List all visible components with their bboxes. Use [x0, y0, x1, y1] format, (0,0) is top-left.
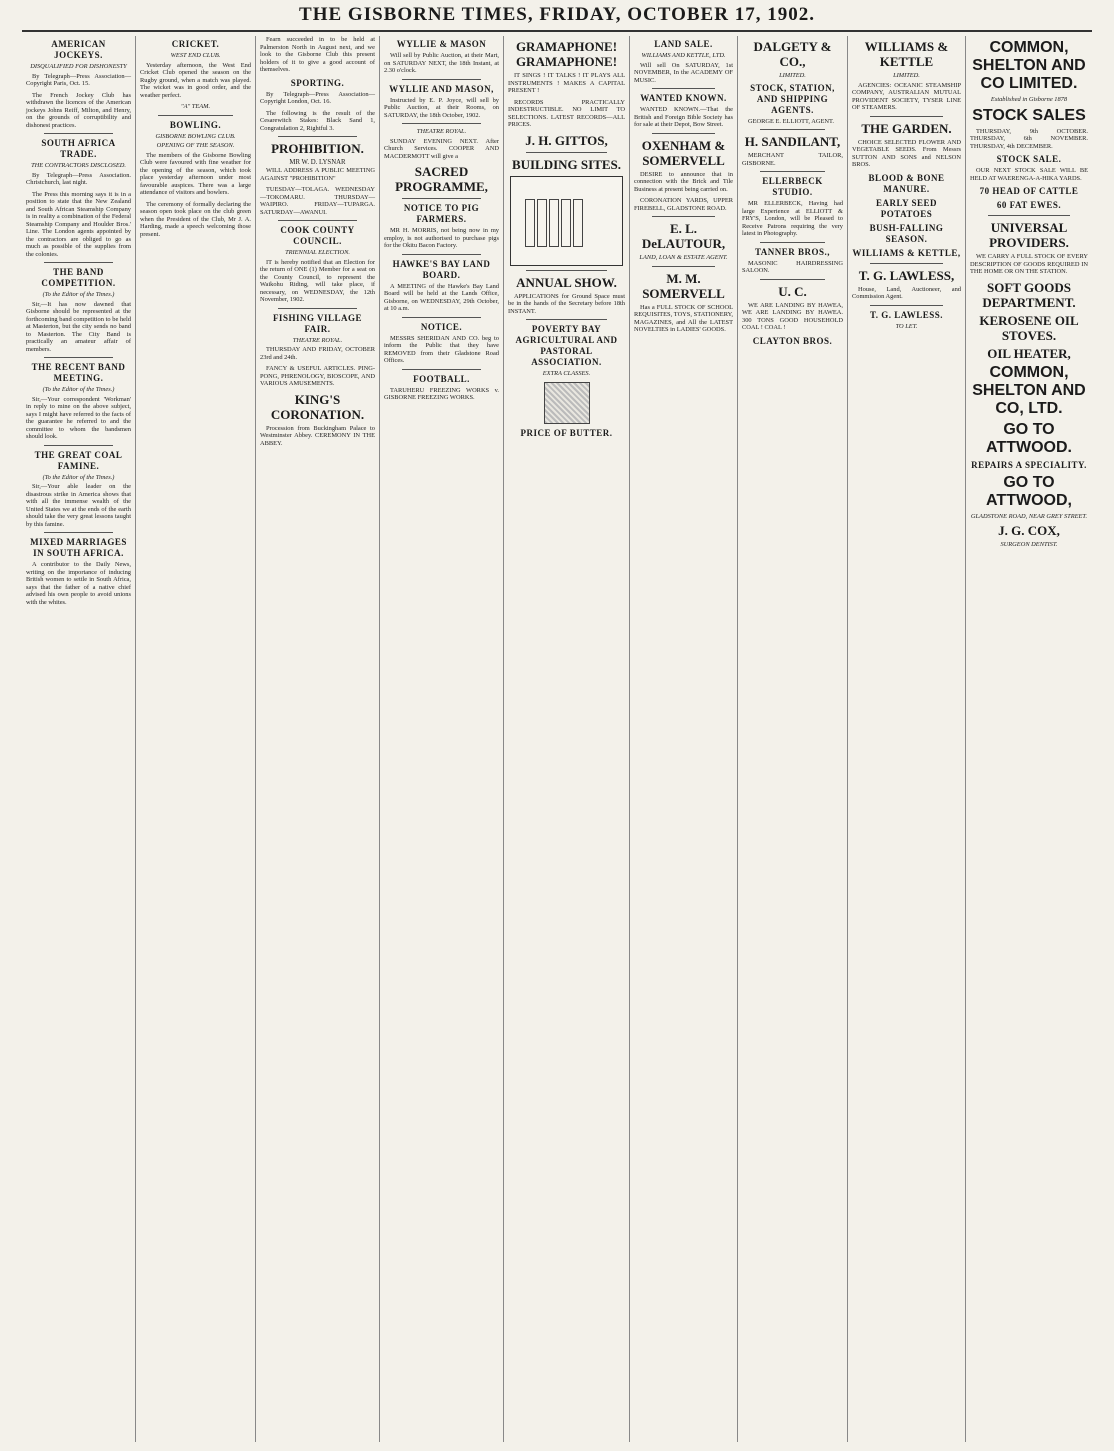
- ad-title: COMMON, SHELTON AND CO LIMITED.: [972, 39, 1086, 92]
- byline: By Telegraph—Press Association—Copyright London, Oct. 16.: [260, 90, 375, 105]
- ad-title: WILLIAMS & KETTLE: [864, 39, 949, 69]
- ad-highlight: 60 FAT EWES.: [996, 200, 1062, 210]
- article-title: MIXED MARRIAGES IN SOUTH AFRICA.: [30, 537, 127, 558]
- lot: [561, 199, 571, 247]
- ad-title: ELLERBECK STUDIO.: [762, 176, 823, 197]
- lot: [573, 199, 583, 247]
- divider: [402, 254, 481, 255]
- ad-body: MASONIC HAIRDRESSING SALOON.: [742, 259, 843, 274]
- notice-body: A MEETING of the Hawke's Bay Land Board will be held at the Lands Office, Gisborne, on WEDNESDAY, 29th October, at 10 a.m.: [384, 282, 499, 312]
- ad-title: WILLIAMS & KETTLE,: [852, 247, 961, 258]
- ad-title: T. G. LAWLESS.: [869, 309, 944, 320]
- divider: [652, 266, 715, 267]
- ad-title: T. G. LAWLESS,: [858, 267, 955, 283]
- column-7: [738, 36, 848, 1442]
- article-title: THE BAND COMPETITION.: [41, 267, 116, 288]
- divider: [870, 263, 943, 264]
- column-5: [504, 36, 630, 1442]
- byline: By Telegraph—Press Association—Copyright Paris, Oct. 15.: [26, 72, 131, 87]
- divider: [44, 445, 113, 446]
- article-body: Yesterday afternoon, the West End Cricket Club opened the season on the Rugby ground, when a match was played. The wicket was in good order, and the weather perfect.: [140, 61, 251, 99]
- ad-title: ANNUAL SHOW.: [516, 274, 617, 290]
- ad-title: THE GARDEN.: [861, 120, 952, 136]
- divider: [652, 133, 715, 134]
- notice-subtitle: TRIENNIAL ELECTION.: [285, 249, 350, 256]
- masthead: THE GISBORNE TIMES, FRIDAY, OCTOBER 17, 1902.: [299, 4, 815, 25]
- ad-subtitle: SURGEON DENTIST.: [1000, 541, 1058, 548]
- article-body: Sir,—Your correspondent 'Workman' in reply to mine on the above subject, says I might have referred to the facts of the guarantee he referred to and the committee to whom the bandsmen should look.: [26, 395, 131, 440]
- ad-title: FISHING VILLAGE FAIR.: [272, 312, 363, 334]
- column-4: [380, 36, 504, 1442]
- ad-subtitle: WILLIAMS AND KETTLE, LTD.: [641, 52, 726, 59]
- ad-name: MR W. D. LYSNAR: [289, 159, 346, 166]
- ad-places: TUESDAY—TOLAGA. WEDNESDAY—TOKOMARU. THURSDAY—WAIPIRO. FRIDAY—TUPARGA. SATURDAY—AWANUI.: [260, 186, 375, 216]
- article-body: The following is the result of the Cesarewitch Stakes: Black Sand 1, Congratulation 2, Rightful 3.: [260, 109, 375, 132]
- divider: [760, 129, 825, 130]
- ad-title: GO TO ATTWOOD.: [986, 420, 1072, 456]
- byline: By Telegraph—Press Association. Christchurch, last night.: [26, 171, 131, 186]
- ad-title: J. G. COX,: [998, 523, 1060, 538]
- ad-highlight: 70 HEAD OF CATTLE: [979, 186, 1079, 196]
- ad-body: BLOOD & BONE MANURE.: [868, 172, 945, 194]
- article-subtitle: (To the Editor of the Times.): [42, 386, 115, 393]
- ad-subtitle: EXTRA CLASSES.: [542, 370, 591, 377]
- ad-body: FANCY & USEFUL ARTICLES. PING-PONG, PHRENOLOGY, BIOSCOPE, AND VARIOUS AMUSEMENTS.: [260, 365, 375, 387]
- building-sites-plan: [510, 176, 623, 266]
- ad-title: PROHIBITION.: [271, 141, 364, 156]
- divider: [402, 198, 481, 199]
- lot: [537, 199, 547, 247]
- ad-title: GRAMAPHONE! GRAMAPHONE!: [515, 39, 618, 69]
- ad-title: SACRED PROGRAMME,: [395, 164, 488, 194]
- ad-body: Will sell by Public Auction, at their Mart, on SATURDAY NEXT, the 18th Instant, at 2.30 o'clock.: [384, 52, 499, 74]
- ad-subtitle: LAND, LOAN & ESTATE AGENT.: [639, 254, 728, 261]
- ad-title: FOOTBALL.: [413, 373, 470, 384]
- ad-title: POVERTY BAY AGRICULTURAL AND PASTORAL ASSOCIATION.: [515, 324, 618, 367]
- ad-body: APPLICATIONS for Ground Space must be in the hands of the Secretary before 18th INSTANT.: [508, 292, 625, 315]
- ad-subtitle: THEATRE ROYAL.: [292, 336, 343, 344]
- ad-body: WE ARE LANDING BY HAWEA, WE ARE LANDING BY HAWEA. 300 TONS GOOD HOUSEHOLD COAL ! COAL !: [742, 301, 843, 331]
- ad-title: OIL HEATER,: [987, 345, 1071, 361]
- divider: [278, 136, 357, 137]
- ad-title: WANTED KNOWN.: [640, 93, 727, 103]
- notice-title: NOTICE.: [420, 321, 463, 332]
- divider: [760, 242, 825, 243]
- divider: [988, 215, 1070, 216]
- ad-body: THURSDAY, 9th OCTOBER. THURSDAY, 6th NOVEMBER. THURSDAY, 4th DECEMBER.: [970, 127, 1088, 150]
- article-title: SPORTING.: [290, 77, 345, 88]
- notice-title: NOTICE TO PIG FARMERS.: [403, 203, 480, 224]
- ad-title: EARLY SEED POTATOES: [875, 197, 938, 219]
- article-body: Fearn succeeded in to be held at Palmerston North in August next, and we look to the Gisborne Club this present holders of it to give a good account of themselves.: [260, 36, 375, 73]
- ad-body: RECORDS PRACTICALLY INDESTRUCTIBLE. NO LIMIT TO SELECTIONS. LATEST RECORDS—ALL PRICES.: [508, 98, 625, 128]
- ad-subtitle: Established in Gisborne 1878: [990, 96, 1068, 103]
- ad-firm: J. H. GITTOS,: [525, 132, 608, 148]
- ad-body: DESIRE to announce that in connection with the Brick and Tile Business at present being carried on.: [634, 170, 733, 193]
- ad-body: SUNDAY EVENING NEXT. After Church Services. COOPER AND MACDERMOTT will give a: [384, 137, 499, 160]
- ad-title: H. SANDILANT,: [744, 134, 841, 149]
- ad-subtitle: LIMITED.: [893, 72, 920, 79]
- column-3: [256, 36, 380, 1442]
- ad-body: CORONATION YARDS, UPPER FIREBELL, GLADSTONE ROAD.: [634, 197, 733, 212]
- ad-body: Procession from Buckingham Palace to Westminster Abbey. CEREMONY IN THE ABBEY.: [260, 424, 375, 447]
- article-title: THE GREAT COAL FAMINE.: [34, 449, 123, 471]
- divider: [44, 357, 113, 358]
- ad-title: STOCK SALE.: [996, 154, 1062, 164]
- ad-title: U. C.: [778, 283, 807, 299]
- ad-subtitle: GLADSTONE ROAD, NEAR GREY STREET.: [970, 512, 1088, 520]
- notice-title: HAWKE'S BAY LAND BOARD.: [392, 258, 491, 280]
- ad-subtitle: TO LET.: [895, 322, 918, 330]
- divider: [402, 317, 481, 318]
- article-subtitle: WEST END CLUB.: [170, 52, 221, 59]
- ad-title: REPAIRS A SPECIALITY.: [971, 459, 1087, 470]
- divider: [278, 308, 357, 309]
- divider: [870, 116, 943, 117]
- notice-title: COOK COUNTY COUNCIL.: [280, 225, 355, 246]
- divider: [44, 532, 113, 533]
- article-body: A contributor to the Daily News, writing on the importance of inducing British women to settle in South Africa, says that the father of a native chief advised his own people to avoid unions with the whites.: [26, 561, 131, 606]
- ad-body: GEORGE E. ELLIOTT, AGENT.: [748, 117, 835, 125]
- article-subtitle: DISQUALIFIED FOR DISHONESTY: [30, 63, 127, 70]
- ad-title: DALGETY & CO.,: [753, 39, 832, 69]
- article-body: Sir,—It has now dawned that Gisborne should be represented at the forthcoming band competition to be held at Masterton, but the city sends no band to Masterton. The City Band is practically an amateur affair of members.: [26, 300, 131, 353]
- column-9: [966, 36, 1092, 1442]
- ad-title: WYLLIE AND MASON,: [389, 83, 494, 94]
- ad-subtitle: THEATRE ROYAL.: [416, 128, 467, 135]
- ad-body: Has a FULL STOCK OF SCHOOL REQUISITES, TOYS, STATIONERY, MAGAZINES, and All the LATEST NOVELTIES in LADIES' GOODS.: [634, 303, 733, 333]
- column-2: [136, 36, 256, 1442]
- notice-body: MESSRS SHERIDAN AND CO. beg to inform the Public that they have REMOVED from their Gladstone Road Offices.: [384, 334, 499, 364]
- ad-body: STOCK, STATION, AND SHIPPING AGENTS.: [750, 82, 835, 115]
- notice-body: MR H. MORRIS, not being now in my employ, is not authorised to purchase pigs for the Okitu Bacon Factory.: [384, 227, 499, 249]
- ad-body: Instructed by E. P. Joyce, will sell by Public Auction, at their Rooms, on SATURDAY, the 18th October, 1902.: [384, 96, 499, 119]
- ad-title: PRICE OF BUTTER.: [520, 427, 613, 438]
- divider: [402, 123, 481, 124]
- column-6: [630, 36, 738, 1442]
- ad-body: MR ELLERBECK, Having had large Experience at ELLIOTT & FRY'S, London, will be Pleased to Receive Patrons requiring the very latest in Photography.: [742, 200, 843, 237]
- ad-title: TANNER BROS.,: [754, 246, 831, 257]
- divider: [760, 279, 825, 280]
- ad-title: STOCK SALES: [972, 106, 1086, 124]
- divider: [760, 171, 825, 172]
- article-body: The ceremony of formally declaring the season open took place on the club green when the President of the Club, Mr J. A. Harding, made a speech welcoming those present.: [140, 200, 251, 238]
- ad-body: IT SINGS ! IT TALKS ! IT PLAYS ALL INSTRUMENTS ! MAKES A CAPITAL PRESENT !: [508, 72, 625, 94]
- ad-title: COMMON, SHELTON AND CO, LTD.: [972, 363, 1086, 417]
- article-subtitle: THE CONTRACTORS DISCLOSED.: [31, 162, 126, 169]
- ad-title: M. M. SOMERVELL: [642, 270, 725, 301]
- article-body: Sir,—Your able leader on the disastrous strike in America shows that with all the immense wealth of the United States we at the ends of the earth should take the very great lessons taught by this famine.: [26, 483, 131, 528]
- divider: [402, 369, 481, 370]
- ad-body: CHOICE SELECTED FLOWER AND VEGETABLE SEEDS. From Messrs SUTTON AND SONS and NELSON BROS.: [852, 138, 961, 168]
- ad-title: KING'S CORONATION.: [270, 391, 365, 422]
- ad-title: UNIVERSAL PROVIDERS.: [989, 220, 1069, 250]
- ad-title: BUSH-FALLING SEASON.: [869, 222, 944, 244]
- notice-body: IT is hereby notified that an Election for the return of ONE (1) Member for a seat on the County Council, to represent the Waikohu Riding, will take place, if necessary, on WEDNESDAY, the 12th November, 1902.: [260, 258, 375, 303]
- lot: [549, 199, 559, 247]
- article-title: THE RECENT BAND MEETING.: [31, 362, 126, 383]
- divider: [526, 319, 607, 320]
- article-title: BOWLING.: [169, 119, 222, 130]
- article-title: SOUTH AFRICA TRADE.: [41, 138, 116, 159]
- column-8: [848, 36, 966, 1442]
- ad-body: THURSDAY AND FRIDAY, OCTOBER 23rd and 24th.: [260, 346, 375, 361]
- ad-firm: CLAYTON BROS.: [752, 335, 833, 346]
- ad-body: House, Land, Auctioneer, and Commission Agent.: [852, 285, 961, 300]
- article-subtitle: GISBORNE BOWLING CLUB.: [155, 132, 236, 140]
- divider: [870, 305, 943, 306]
- ad-title: OXENHAM & SOMERVELL: [641, 137, 726, 168]
- divider: [652, 88, 715, 89]
- column-1: [22, 36, 136, 1442]
- article-title: AMERICAN JOCKEYS.: [51, 39, 106, 60]
- lot: [525, 199, 535, 247]
- divider: [44, 133, 113, 134]
- divider: [158, 115, 233, 116]
- ad-body: WILL ADDRESS A PUBLIC MEETING AGAINST "PROHIBITION": [260, 167, 375, 182]
- ad-body: AGENCIES: OCEANIC STEAMSHIP COMPANY, AUSTRALIAN MUTUAL PROVIDENT SOCIETY, TYSER LINE OF STEAMERS.: [852, 81, 961, 111]
- ad-title: BUILDING SITES.: [511, 156, 622, 172]
- cart-illustration: [544, 382, 590, 424]
- article-body: The French Jockey Club has withdrawn the licences of the American jockeys Johns Reiff, Milton, and Henry, on the grounds of corruptibility and dishonest practices.: [26, 91, 131, 129]
- divider: [278, 220, 357, 221]
- ad-title: KEROSENE OIL STOVES.: [979, 312, 1079, 343]
- ad-title: SOFT GOODS DEPARTMENT.: [982, 279, 1076, 310]
- divider: [402, 79, 481, 80]
- ad-title: E. L. DeLAUTOUR,: [641, 221, 726, 251]
- ad-body: WE CARRY A FULL STOCK OF EVERY DESCRIPTION OF GOODS REQUIRED IN THE HOME OR ON THE STATION.: [970, 253, 1088, 275]
- divider: [526, 270, 607, 271]
- article-body: The members of the Gisborne Bowling Club were favoured with fine weather for the opening of the season, which took place yesterday afternoon under most favourable auspices. There was a large attendance of visitors and bowlers.: [140, 151, 251, 196]
- ad-subtitle: LIMITED.: [779, 72, 806, 79]
- divider: [652, 216, 715, 217]
- ad-body: MERCHANT TAILOR, GISBORNE.: [742, 152, 843, 167]
- article-subtitle: (To the Editor of the Times.): [42, 291, 115, 298]
- article-title: CRICKET.: [171, 39, 220, 49]
- article-subtitle: OPENING OF THE SEASON.: [156, 142, 235, 149]
- ad-body: OUR NEXT STOCK SALE WILL BE HELD AT WAERENGA-A-HIKA YARDS.: [970, 167, 1088, 182]
- ad-title: WYLLIE & MASON: [396, 39, 487, 49]
- article-body: The Press this morning says it is in a position to state that the New Zealand and South African Steamship Company is in reality a combination of the Federal Steamship Company and Houlder Bros.' Line. The London agents appointed by the contractors are obliged to go as much as possible of the supplies from the colonies.: [26, 190, 131, 258]
- ad-title: GO TO ATTWOOD,: [986, 473, 1072, 509]
- divider: [526, 152, 607, 153]
- article-subtitle: (To the Editor of the Times.): [42, 473, 115, 481]
- ad-title: LAND SALE.: [654, 39, 713, 49]
- ad-body: TARUHERU FREEZING WORKS v. GISBORNE FREEZING WORKS.: [384, 386, 499, 401]
- divider: [44, 262, 113, 263]
- masthead-rule: [22, 30, 1092, 32]
- ad-body: WANTED KNOWN.—That the British and Foreign Bible Society has for sale at their Depot, Bow Street.: [634, 106, 733, 128]
- team-heading: "A" TEAM.: [180, 103, 211, 110]
- ad-body: Will sell On SATURDAY, 1st NOVEMBER, In the ACADEMY OF MUSIC.: [634, 61, 733, 84]
